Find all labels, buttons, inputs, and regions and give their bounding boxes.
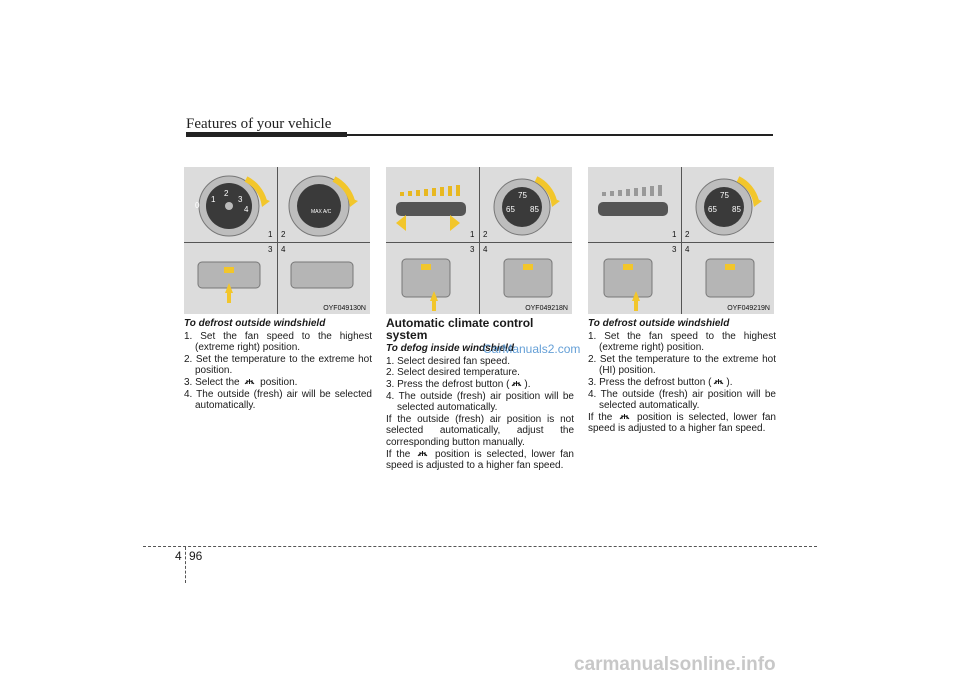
col2-step-2: 2. Select desired temperature. xyxy=(386,367,520,379)
temp-number-65: 65 xyxy=(506,205,515,214)
column-1 xyxy=(184,318,372,412)
figure-label-1: 1 xyxy=(470,230,475,239)
col2-step-4: 4. The outside (fresh) air position will be selected automatically. xyxy=(386,390,574,414)
page-number: 96 xyxy=(189,549,203,563)
col3-para-pre: If the xyxy=(588,411,613,423)
temp-number-75: 75 xyxy=(518,191,527,200)
footer-vrule xyxy=(185,547,186,583)
col1-step-3 xyxy=(184,377,372,389)
defrost-icon xyxy=(511,379,522,388)
col2-para-2-post: position is selected, lower fan speed is adjusted to a higher fan speed. xyxy=(386,448,574,472)
temp-number-65: 65 xyxy=(708,205,717,214)
col2-subtitle: To defog inside windshield xyxy=(386,343,514,355)
col2-para-2-pre: If the xyxy=(386,448,411,460)
col1-step-4: 4. The outside (fresh) air will be selected automatically. xyxy=(184,388,372,412)
defrost-icon xyxy=(713,377,724,386)
figure-divider-h xyxy=(588,242,774,243)
col3-step-1: 1. Set the fan speed to the highest (extreme right) position. xyxy=(588,330,776,354)
figure-label-2: 2 xyxy=(685,230,690,239)
temp-number-85: 85 xyxy=(530,205,539,214)
dial-number-2: 2 xyxy=(224,189,229,198)
figure-code: OYF049130N xyxy=(323,305,366,312)
temp-number-85: 85 xyxy=(732,205,741,214)
col2-step-3 xyxy=(386,379,574,391)
figure-label-4: 4 xyxy=(281,245,286,254)
col2-para-2 xyxy=(386,449,574,472)
page-header-title: Features of your vehicle xyxy=(186,116,332,132)
figure-divider-v xyxy=(479,167,480,314)
site-watermark[interactable]: carmanualsonline.info xyxy=(574,654,776,675)
figure-divider-v xyxy=(681,167,682,314)
figure-label-3: 3 xyxy=(470,245,475,254)
defrost-icon xyxy=(417,449,428,458)
footer-rule xyxy=(143,546,817,547)
col3-step-2: 2. Set the temperature to the extreme hot (HI) position. xyxy=(588,353,776,377)
figure-label-1: 1 xyxy=(268,230,273,239)
figure-label-3: 3 xyxy=(672,245,677,254)
figure-3 xyxy=(588,167,774,314)
temp-number-75: 75 xyxy=(720,191,729,200)
figure-code: OYF049219N xyxy=(727,305,770,312)
figure-code: OYF049218N xyxy=(525,305,568,312)
figure-1 xyxy=(184,167,370,314)
defrost-icon xyxy=(619,412,630,421)
col2-para-1: If the outside (fresh) air position is not selected automatically, adjust the corresponding button manually. xyxy=(386,413,574,448)
figure-divider-h xyxy=(386,242,572,243)
chapter-number: 4 xyxy=(175,549,182,563)
col2-step-3-post: ). xyxy=(524,378,531,390)
col3-subtitle: To defrost outside windshield xyxy=(588,318,730,329)
dial-number-0: 0 xyxy=(195,201,200,210)
max-ac-label: MAX A/C xyxy=(311,209,332,215)
figure-label-1: 1 xyxy=(672,230,677,239)
figure-label-4: 4 xyxy=(483,245,488,254)
figure-label-4: 4 xyxy=(685,245,690,254)
figure-divider-h xyxy=(184,242,370,243)
header-rule xyxy=(186,134,773,136)
col2-step-3-pre: 3. Press the defrost button ( xyxy=(386,378,510,390)
col3-step-3-pre: 3. Press the defrost button ( xyxy=(588,376,712,388)
col3-para xyxy=(588,412,776,435)
col2-step-1: 1. Select desired fan speed. xyxy=(386,355,510,367)
figure-2 xyxy=(386,167,572,314)
col3-step-3-post: ). xyxy=(726,376,733,388)
col1-step-1: 1. Set the fan speed to the highest (extreme right) position. xyxy=(184,330,372,354)
dial-number-3: 3 xyxy=(238,195,243,204)
col1-step-3-post: position. xyxy=(260,376,298,388)
col3-step-4: 4. The outside (fresh) air position will be selected automatically. xyxy=(588,388,776,412)
col1-subtitle: To defrost outside windshield xyxy=(184,318,326,329)
col3-para-post: position is selected, lower fan speed is adjusted to a higher fan speed. xyxy=(588,411,776,435)
col3-step-3 xyxy=(588,377,776,389)
dial-number-4: 4 xyxy=(244,205,249,214)
watermark-link[interactable]: CarManuals2.com xyxy=(483,342,581,356)
figure-label-3: 3 xyxy=(268,245,273,254)
column-3 xyxy=(588,318,776,435)
dial-number-1: 1 xyxy=(211,195,216,204)
figure-label-2: 2 xyxy=(281,230,286,239)
figure-divider-v xyxy=(277,167,278,314)
figure-label-2: 2 xyxy=(483,230,488,239)
col2-section-title: Automatic climate control system xyxy=(386,316,534,342)
defrost-icon xyxy=(244,377,255,386)
col1-step-2: 2. Set the temperature to the extreme hot position. xyxy=(184,353,372,377)
col1-step-3-pre: 3. Select the xyxy=(184,376,240,388)
